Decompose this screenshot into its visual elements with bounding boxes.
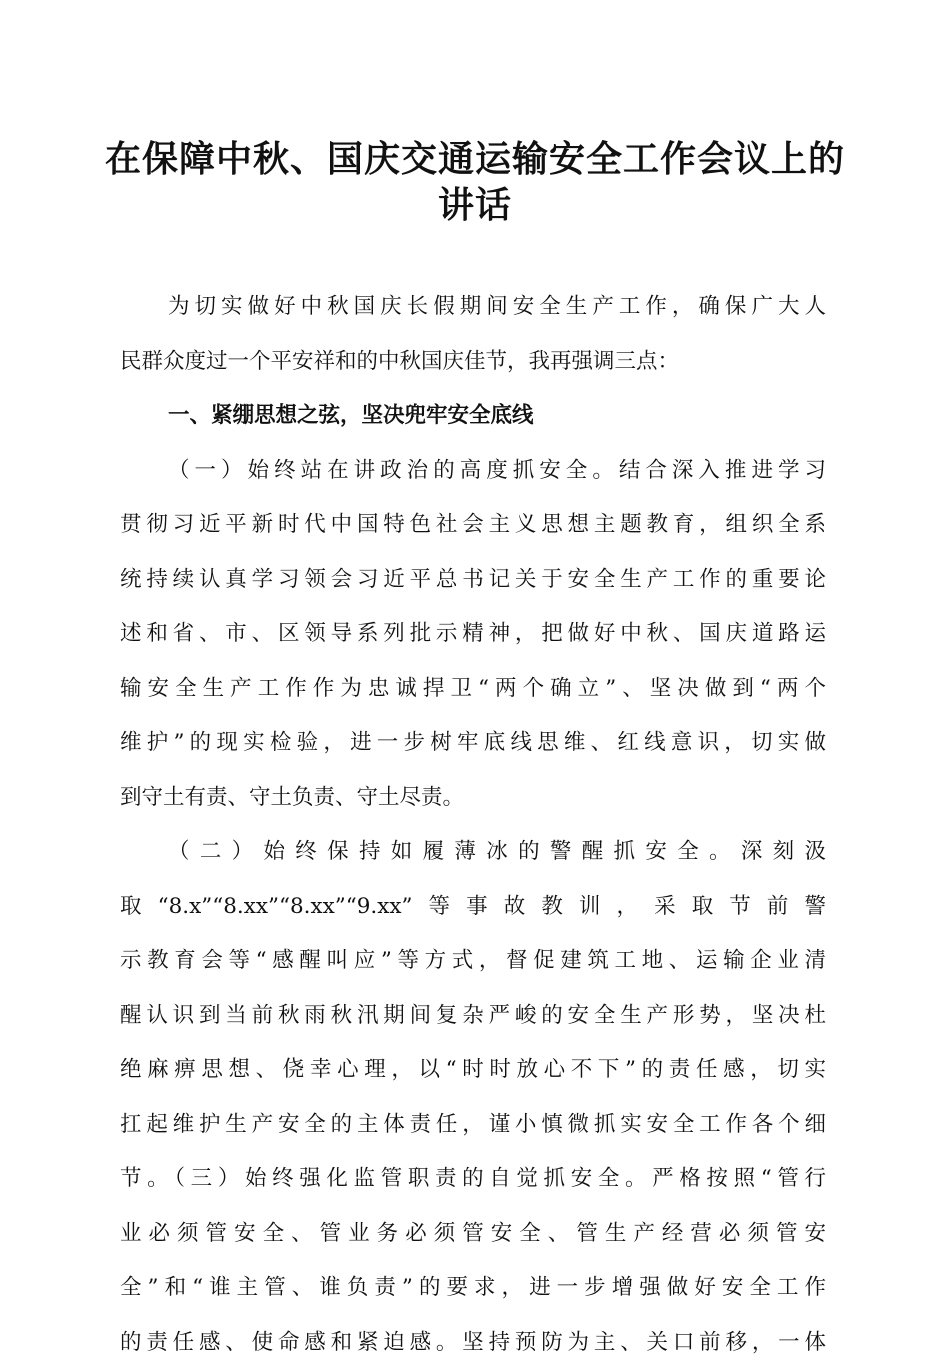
paragraph-line: 取“8.x”“8.xx”“8.xx”“9.xx”等事故教训，采取节前警	[120, 880, 826, 935]
document-title-line-1: 在保障中秋、国庆交通运输安全工作会议上的	[100, 136, 850, 182]
paragraph-line: 民群众度过一个平安祥和的中秋国庆佳节，我再强调三点：	[120, 335, 826, 390]
paragraph-line: 业必须管安全、管业务必须管安全、管生产经营必须管安	[120, 1207, 826, 1262]
paragraph-line: 全”和“谁主管、谁负责”的要求，进一步增强做好安全工作	[120, 1261, 826, 1316]
section-heading: 一、紧绷思想之弦，坚决兜牢安全底线	[120, 389, 826, 444]
paragraph-line: 节。（三）始终强化监管职责的自觉抓安全。严格按照“管行	[120, 1152, 826, 1207]
paragraph-line: 统持续认真学习领会习近平总书记关于安全生产工作的重要论	[120, 553, 826, 608]
paragraph-line: 的责任感、使命感和紧迫感。坚持预防为主、关口前移，一体	[120, 1316, 826, 1370]
paragraph-line: 为切实做好中秋国庆长假期间安全生产工作，确保广大人	[120, 280, 826, 335]
paragraph-line: 绝麻痹思想、侥幸心理，以“时时放心不下”的责任感，切实	[120, 1043, 826, 1098]
paragraph-line: 贯彻习近平新时代中国特色社会主义思想主题教育，组织全系	[120, 498, 826, 553]
paragraph-line: 述和省、市、区领导系列批示精神，把做好中秋、国庆道路运	[120, 607, 826, 662]
paragraph-line: 维护”的现实检验，进一步树牢底线思维、红线意识，切实做	[120, 716, 826, 771]
paragraph-line: 示教育会等“感醒叫应”等方式，督促建筑工地、运输企业清	[120, 934, 826, 989]
document-title-line-2: 讲话	[100, 182, 850, 228]
document-body	[120, 280, 826, 1370]
paragraph-line: 到守土有责、守土负责、守土尽责。	[120, 771, 826, 826]
paragraph-line: 扛起维护生产安全的主体责任，谨小慎微抓实安全工作各个细	[120, 1098, 826, 1153]
paragraph-line: 输安全生产工作作为忠诚捍卫“两个确立”、坚决做到“两个	[120, 662, 826, 717]
paragraph-line: （一）始终站在讲政治的高度抓安全。结合深入推进学习	[120, 444, 826, 499]
paragraph-line: 醒认识到当前秋雨秋汛期间复杂严峻的安全生产形势，坚决杜	[120, 989, 826, 1044]
paragraph-line: （二）始终保持如履薄冰的警醒抓安全。深刻汲	[120, 825, 826, 880]
